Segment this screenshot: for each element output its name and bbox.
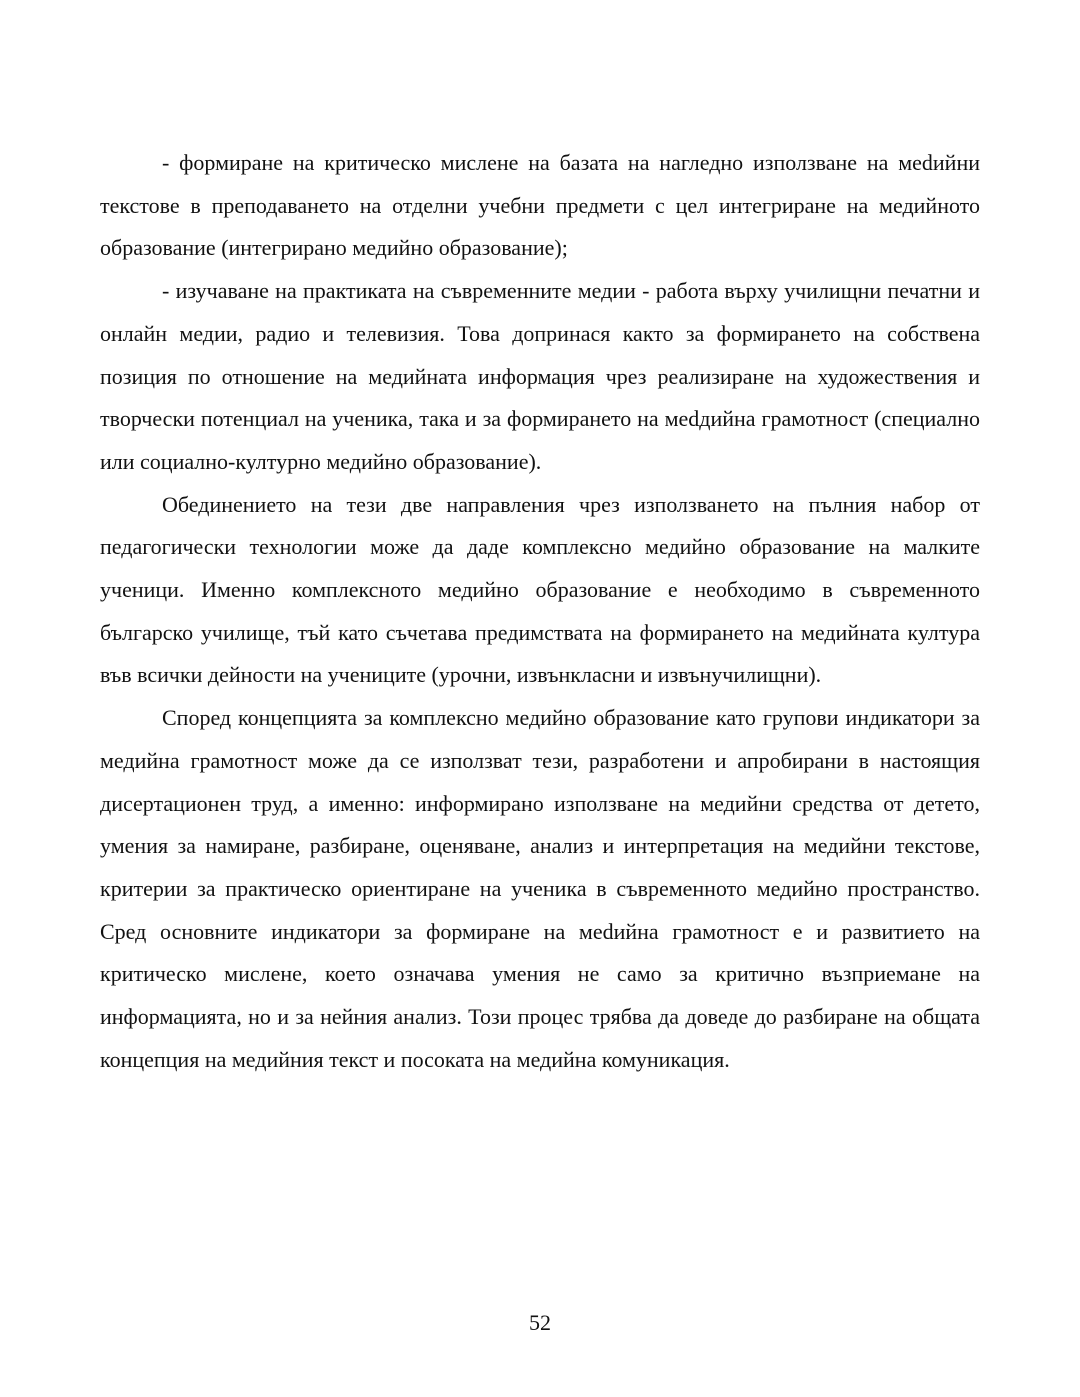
- paragraph-media-literacy-indicators: Според концепцията за комплексно медийно образование като групови индикатори за медийна грамотност може да се използват тези, разработени и апробирани в настоящия дисертационен труд, а именно: информирано използване на медийни средства от детето, умения за намиране, разбиране, оценяване, анализ и интерпретация на медийни текстове, критерии за практическо ориентиране на ученика в съвременното медийно пространство. Сред основните индикатори за формиране на меdийна грамотност е и развитието на критическо мислене, което означава умения не само за критично възприемане на информацията, но и за нейния анализ. Този процес трябва да доведе до разбиране на общата концепция на медийния текст и посоката на медийна комуникация.: [100, 705, 980, 1072]
- body-text: [100, 142, 980, 1081]
- page-number: 52: [529, 1310, 551, 1335]
- paragraph-complex-media-education: Обединението на тези две направления чрез използването на пълния набор от педагогически технологии може да даде комплексно медийно образование на малките ученици. Именно комплексното медийно образование е необходимо в съвременното българско училище, тъй като съчетава предимствата на формирането на медийната култура във всички дейности на учениците (урочни, извънкласни и извънучилищни).: [100, 491, 980, 688]
- paragraph-critical-thinking: - формиране на критическо мислене на базата на нагледно използване на меdийни текстове в преподаването на отделни учебни предмети с цел интегриране на медийното образование (интегрирано медийно образование);: [100, 150, 980, 261]
- paragraph-modern-media-practice: - изучаване на практиката на съвременните медии - работа върху училищни печатни и онлайн медии, радио и телевизия. Това допринася както за формирането на собствена позиция по отношение на медийната информация чрез реализиране на художествения и творчески потенциал на ученика, така и за формирането на меdдийна грамотност (специално или социално-културно медийно образование).: [100, 278, 980, 474]
